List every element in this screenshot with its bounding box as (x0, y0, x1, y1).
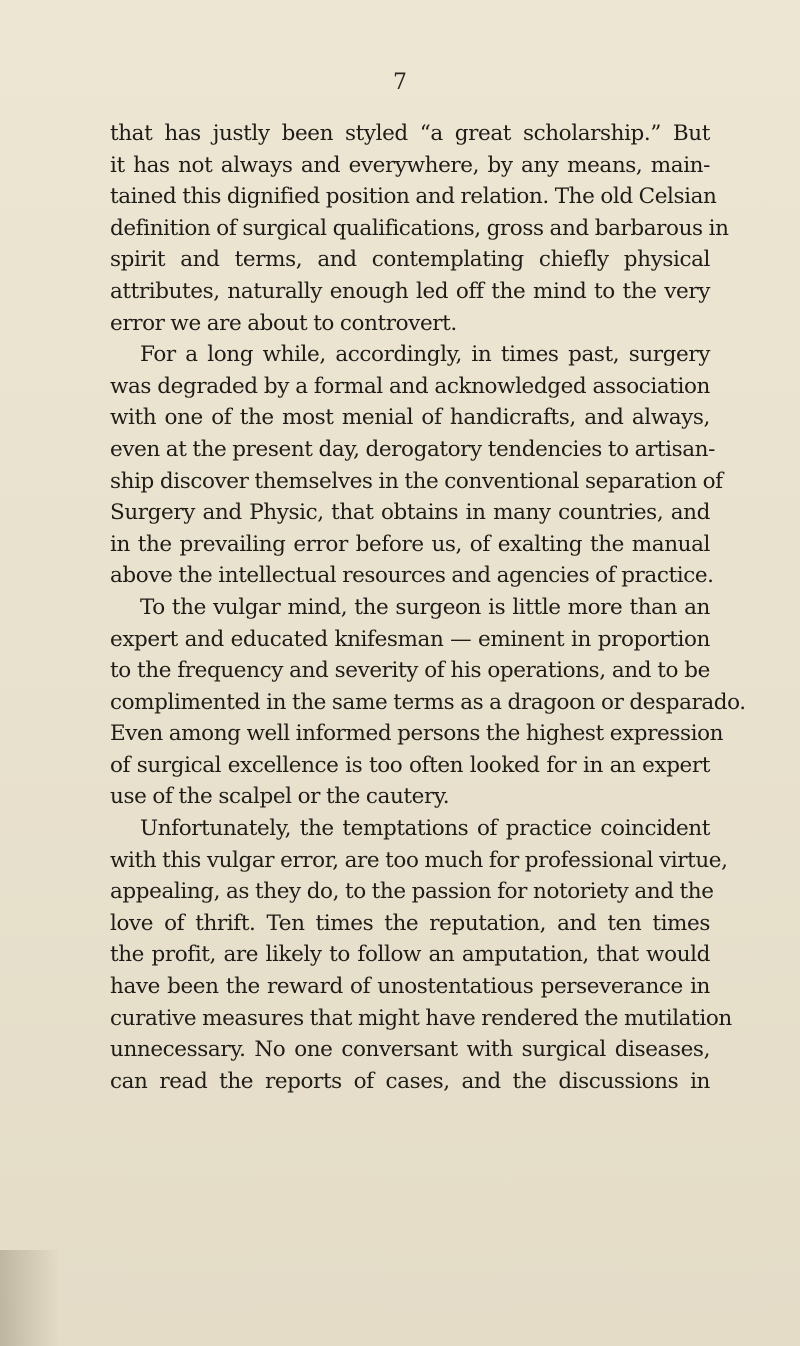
text-line: have been the reward of unostentatious perseverance in (110, 974, 710, 1000)
text-line: above the intellectual resources and agencies of practice. (110, 563, 714, 589)
body-text (110, 118, 746, 1097)
text-line: For a long while, accordingly, in times past, surgery (140, 342, 710, 368)
page-number: 7 (393, 70, 407, 95)
text-line: with one of the most menial of handicrafts, and always, (110, 405, 710, 431)
text-line: use of the scalpel or the cautery. (110, 784, 450, 810)
text-line: Unfortunately, the temptations of practice coincident (140, 816, 710, 842)
text-line: error we are about to controvert. (110, 310, 457, 336)
text-line: Surgery and Physic, that obtains in many countries, and (110, 500, 710, 526)
text-line: that has justly been styled “a great scholarship.” But (110, 121, 710, 146)
text-line: can read the reports of cases, and the discussions in (110, 1068, 710, 1094)
text-line: love of thrift. Ten times the reputation, and ten times (110, 910, 710, 936)
text-line: complimented in the same terms as a dragoon or desparado. (110, 689, 746, 715)
text-line: with this vulgar error, are too much for professional virtue, (110, 847, 728, 873)
text-line: to the frequency and severity of his operations, and to be (110, 658, 710, 684)
text-line: unnecessary. No one conversant with surgical diseases, (110, 1037, 710, 1063)
text-line: To the vulgar mind, the surgeon is little more than an (140, 594, 710, 620)
text-line: ship discover themselves in the conventional separation of (110, 468, 723, 494)
text-line: the profit, are likely to follow an amputation, that would (110, 942, 710, 968)
text-line: appealing, as they do, to the passion for notoriety and the (110, 879, 714, 905)
text-line: curative measures that might have rendered the mutilation (110, 1005, 732, 1031)
text-line: Even among well informed persons the highest expression (110, 721, 724, 747)
text-line: tained this dignified position and relation. The old Celsian (110, 184, 717, 210)
page-edge-shadow (0, 1250, 60, 1346)
text-line: spirit and terms, and contemplating chiefly physical (110, 247, 710, 273)
text-line: even at the present day, derogatory tendencies to artisan- (110, 436, 715, 462)
text-line: in the prevailing error before us, of exalting the manual (110, 531, 710, 557)
text-line: expert and educated knifesman — eminent in proportion (110, 626, 710, 652)
text-line: it has not always and everywhere, by any means, main- (110, 152, 710, 178)
text-line: definition of surgical qualifications, gross and barbarous in (110, 215, 729, 241)
text-line: attributes, naturally enough led off the mind to the very (110, 278, 710, 304)
text-line: of surgical excellence is too often looked for in an expert (110, 752, 710, 778)
text-line: was degraded by a formal and acknowledged association (110, 373, 710, 399)
